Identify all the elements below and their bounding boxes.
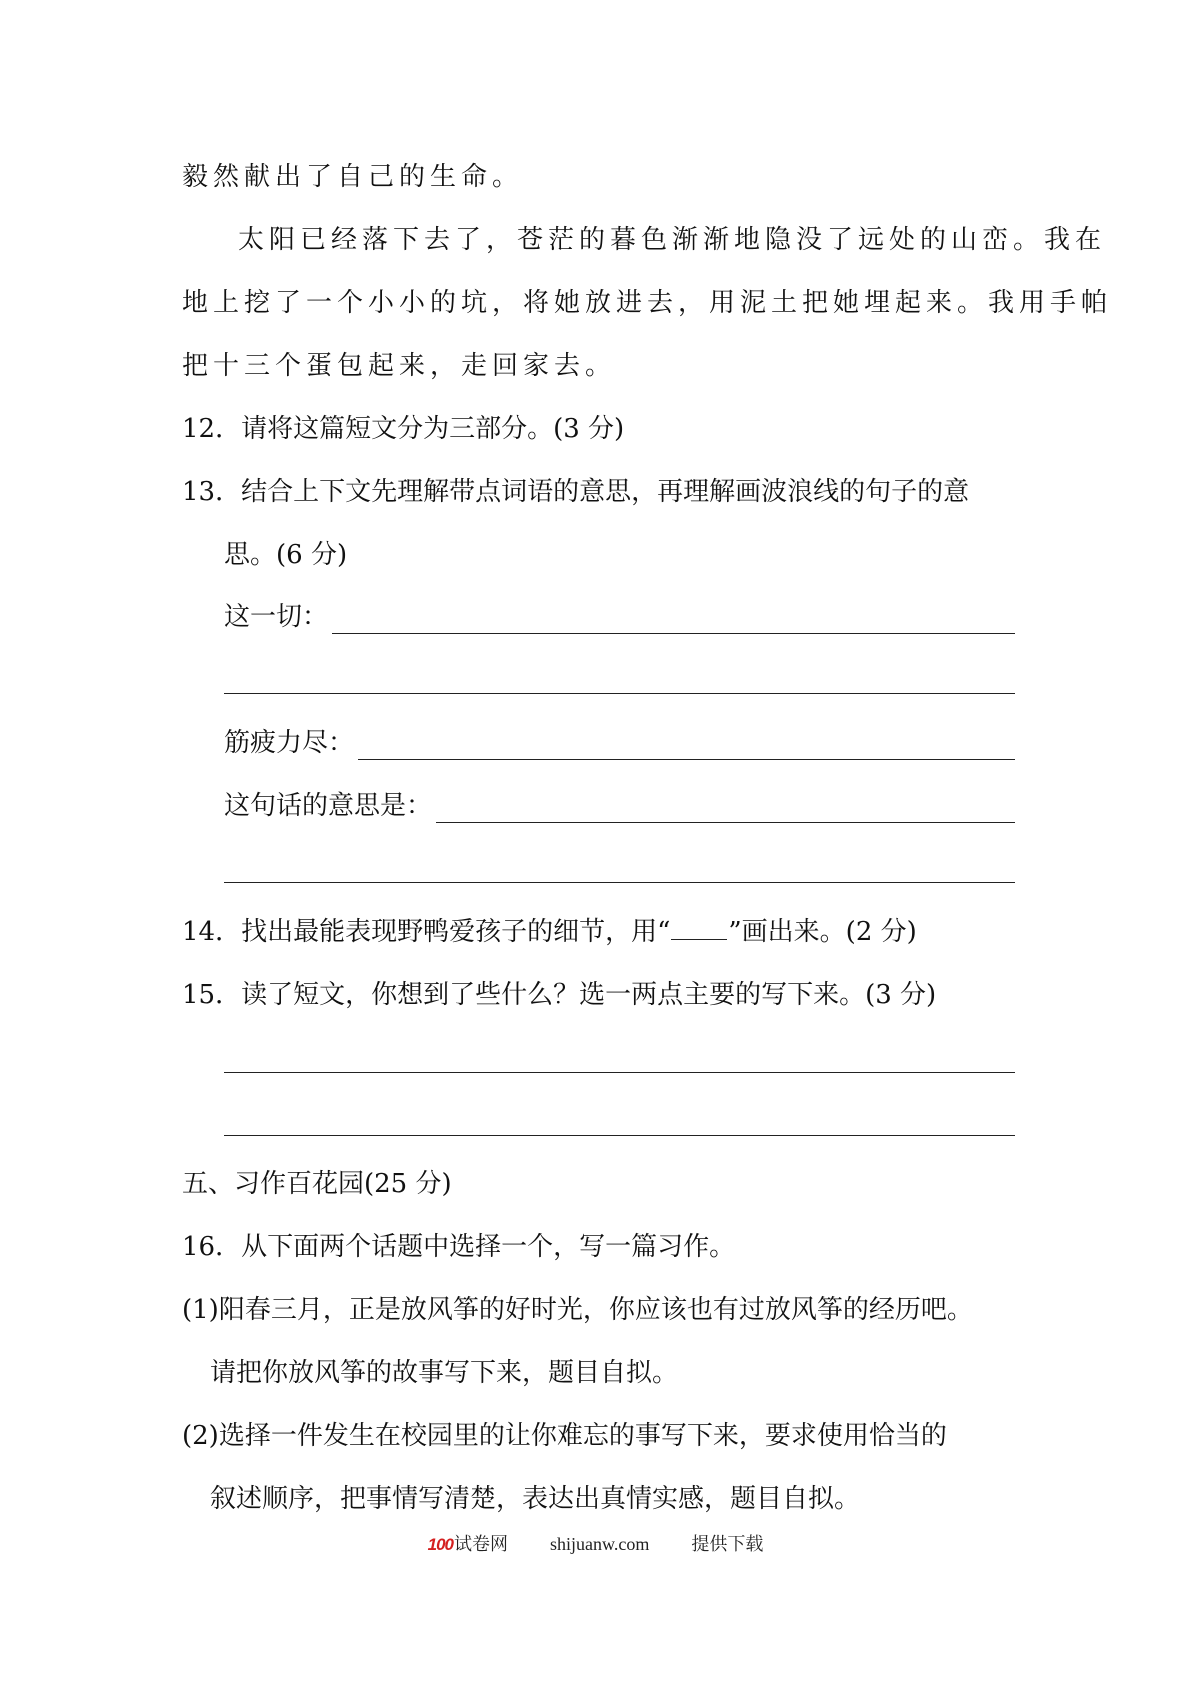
answer-row-sentence-meaning — [224, 789, 1015, 823]
answer-blank-line-4[interactable] — [224, 1135, 1015, 1136]
site-logo[interactable] — [428, 1530, 508, 1556]
answer-line-zhe-yi-qie[interactable] — [332, 605, 1015, 634]
answer-label-sentence-meaning: 这句话的意思是： — [224, 791, 433, 821]
answer-blank-line-3[interactable] — [224, 1072, 1015, 1073]
answer-row-zhe-yi-qie — [224, 600, 1015, 634]
answer-blank-line-1[interactable] — [224, 693, 1015, 694]
answer-line-sentence-meaning[interactable] — [436, 794, 1015, 823]
site-name: 试卷网 — [454, 1534, 509, 1554]
story-line-2: 太阳已经落下去了，苍茫的暮色渐渐地隐没了远处的山峦。我在 — [238, 225, 1107, 255]
topic-2-line-1: (2)选择一件发生在校园里的让你难忘的事写下来，要求使用恰当的 — [182, 1421, 947, 1451]
answer-blank-line-2[interactable] — [224, 882, 1015, 883]
section-5-title: 五、习作百花园(25 分) — [182, 1169, 452, 1199]
answer-label-jin-pi-li-jin: 筋疲力尽： — [224, 728, 355, 758]
story-line-4: 把十三个蛋包起来，走回家去。 — [182, 351, 617, 381]
topic-1-line-1: (1)阳春三月，正是放风筝的好时光，你应该也有过放风筝的经历吧。 — [182, 1295, 973, 1325]
topic-2-line-2: 叙述顺序，把事情写清楚，表达出真情实感，题目自拟。 — [210, 1484, 861, 1514]
question-16: 16．从下面两个话题中选择一个，写一篇习作。 — [182, 1232, 736, 1262]
page-footer — [0, 1530, 1191, 1556]
question-13-line-1: 13．结合上下文先理解带点词语的意思，再理解画波浪线的句子的意 — [182, 477, 970, 507]
provide-download-text: 提供下载 — [691, 1534, 764, 1554]
question-15: 15．读了短文，你想到了些什么？选一两点主要的写下来。(3 分) — [182, 980, 937, 1010]
logo-number: 100 — [427, 1535, 454, 1554]
topic-1-line-2: 请把你放风筝的故事写下来，题目自拟。 — [210, 1358, 679, 1388]
story-line-1: 毅然献出了自己的生命。 — [182, 162, 524, 192]
question-14 — [182, 915, 917, 949]
answer-row-jin-pi-li-jin — [224, 726, 1015, 760]
question-14-text-after: ”画出来。(2 分) — [728, 917, 917, 947]
answer-label-zhe-yi-qie: 这一切： — [224, 602, 329, 632]
answer-line-jin-pi-li-jin[interactable] — [358, 731, 1015, 760]
question-14-text-before: 14．找出最能表现野鸭爱孩子的细节，用“ — [182, 917, 671, 947]
story-line-3: 地上挖了一个小小的坑，将她放进去，用泥土把她埋起来。我用手帕 — [182, 288, 1113, 318]
question-13-line-2: 思。(6 分) — [224, 540, 348, 570]
question-12: 12．请将这篇短文分为三部分。(3 分) — [182, 414, 625, 444]
question-14-underline-mark — [671, 917, 727, 940]
site-url-link[interactable]: shijuanw.com — [550, 1534, 650, 1554]
